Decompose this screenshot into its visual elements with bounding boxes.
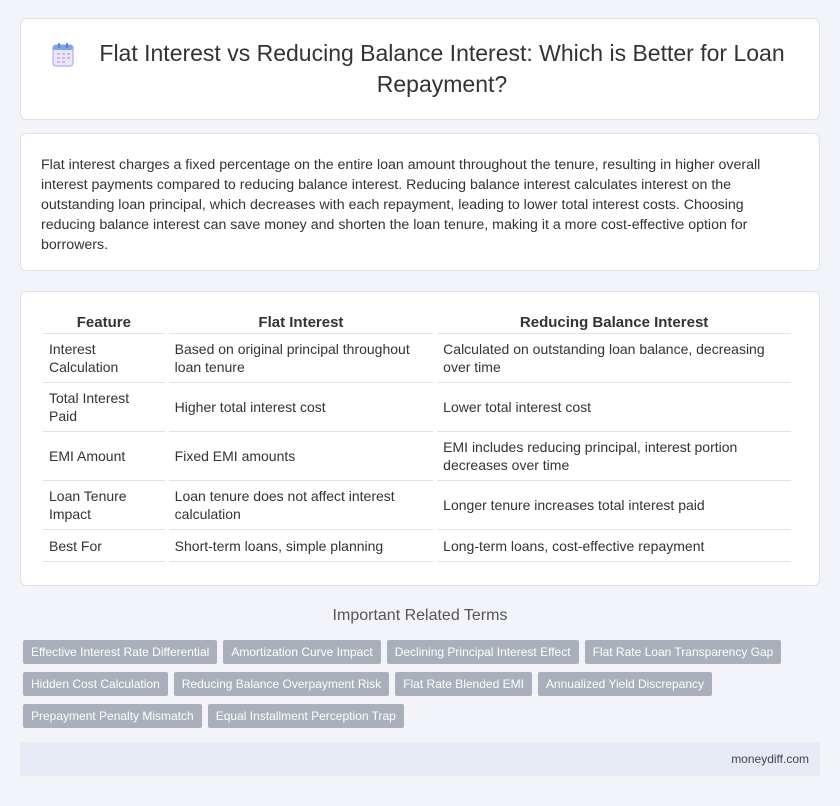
reducing-balance-cell: EMI includes reducing principal, interest portion decreases over time bbox=[437, 432, 791, 481]
summary-text: Flat interest charges a fixed percentage on the entire loan amount throughout the tenure, resulting in higher overall interest payments compared to reducing balance interest. Reducing balance interest calculates interest on the outstanding loan principal, which decreases with each repayment, leading to lower total interest costs. Choosing reducing balance interest can save money and shorten the loan tenure, making it a more cost-effective option for borrowers. bbox=[41, 157, 761, 253]
reducing-balance-cell: Lower total interest cost bbox=[437, 383, 791, 432]
feature-cell: Loan Tenure Impact bbox=[43, 481, 165, 530]
page-title: Flat Interest vs Reducing Balance Interest: Which is Better for Loan Repayment? bbox=[99, 40, 785, 97]
feature-cell: Best For bbox=[43, 530, 165, 562]
related-term-tag[interactable]: Reducing Balance Overpayment Risk bbox=[174, 672, 389, 696]
header bbox=[50, 38, 790, 100]
table-row bbox=[43, 481, 791, 530]
related-term-tag[interactable]: Flat Rate Blended EMI bbox=[395, 672, 532, 696]
related-term-tag[interactable]: Flat Rate Loan Transparency Gap bbox=[585, 640, 782, 664]
column-header-flat-interest: Flat Interest bbox=[169, 308, 434, 334]
flat-interest-cell: Short-term loans, simple planning bbox=[169, 530, 434, 562]
flat-interest-cell: Loan tenure does not affect interest calculation bbox=[169, 481, 434, 530]
related-term-tag[interactable]: Equal Installment Perception Trap bbox=[208, 704, 404, 728]
comparison-table-card bbox=[20, 291, 820, 586]
footer bbox=[20, 742, 820, 776]
related-term-tag[interactable]: Amortization Curve Impact bbox=[223, 640, 380, 664]
related-term-tag[interactable]: Annualized Yield Discrepancy bbox=[538, 672, 712, 696]
reducing-balance-cell: Longer tenure increases total interest paid bbox=[437, 481, 791, 530]
summary-card bbox=[20, 133, 820, 271]
related-term-tag[interactable]: Hidden Cost Calculation bbox=[23, 672, 168, 696]
document-icon bbox=[50, 42, 76, 68]
table-row bbox=[43, 432, 791, 481]
reducing-balance-cell: Calculated on outstanding loan balance, decreasing over time bbox=[437, 334, 791, 383]
flat-interest-cell: Based on original principal throughout loan tenure bbox=[169, 334, 434, 383]
table-header-row bbox=[43, 308, 791, 334]
flat-interest-cell: Higher total interest cost bbox=[169, 383, 434, 432]
related-terms-title: Important Related Terms bbox=[332, 607, 508, 624]
column-header-reducing-balance: Reducing Balance Interest bbox=[437, 308, 791, 334]
table-row bbox=[43, 383, 791, 432]
comparison-table bbox=[39, 308, 795, 562]
header-card bbox=[20, 18, 820, 120]
table-row bbox=[43, 334, 791, 383]
feature-cell: EMI Amount bbox=[43, 432, 165, 481]
related-term-tag[interactable]: Effective Interest Rate Differential bbox=[23, 640, 217, 664]
table-row bbox=[43, 530, 791, 562]
feature-cell: Total Interest Paid bbox=[43, 383, 165, 432]
feature-cell: Interest Calculation bbox=[43, 334, 165, 383]
reducing-balance-cell: Long-term loans, cost-effective repayment bbox=[437, 530, 791, 562]
related-terms-tags bbox=[23, 640, 823, 728]
related-term-tag[interactable]: Prepayment Penalty Mismatch bbox=[23, 704, 202, 728]
related-term-tag[interactable]: Declining Principal Interest Effect bbox=[387, 640, 579, 664]
column-header-feature: Feature bbox=[43, 308, 165, 334]
footer-site-link[interactable]: moneydiff.com bbox=[731, 752, 809, 766]
flat-interest-cell: Fixed EMI amounts bbox=[169, 432, 434, 481]
